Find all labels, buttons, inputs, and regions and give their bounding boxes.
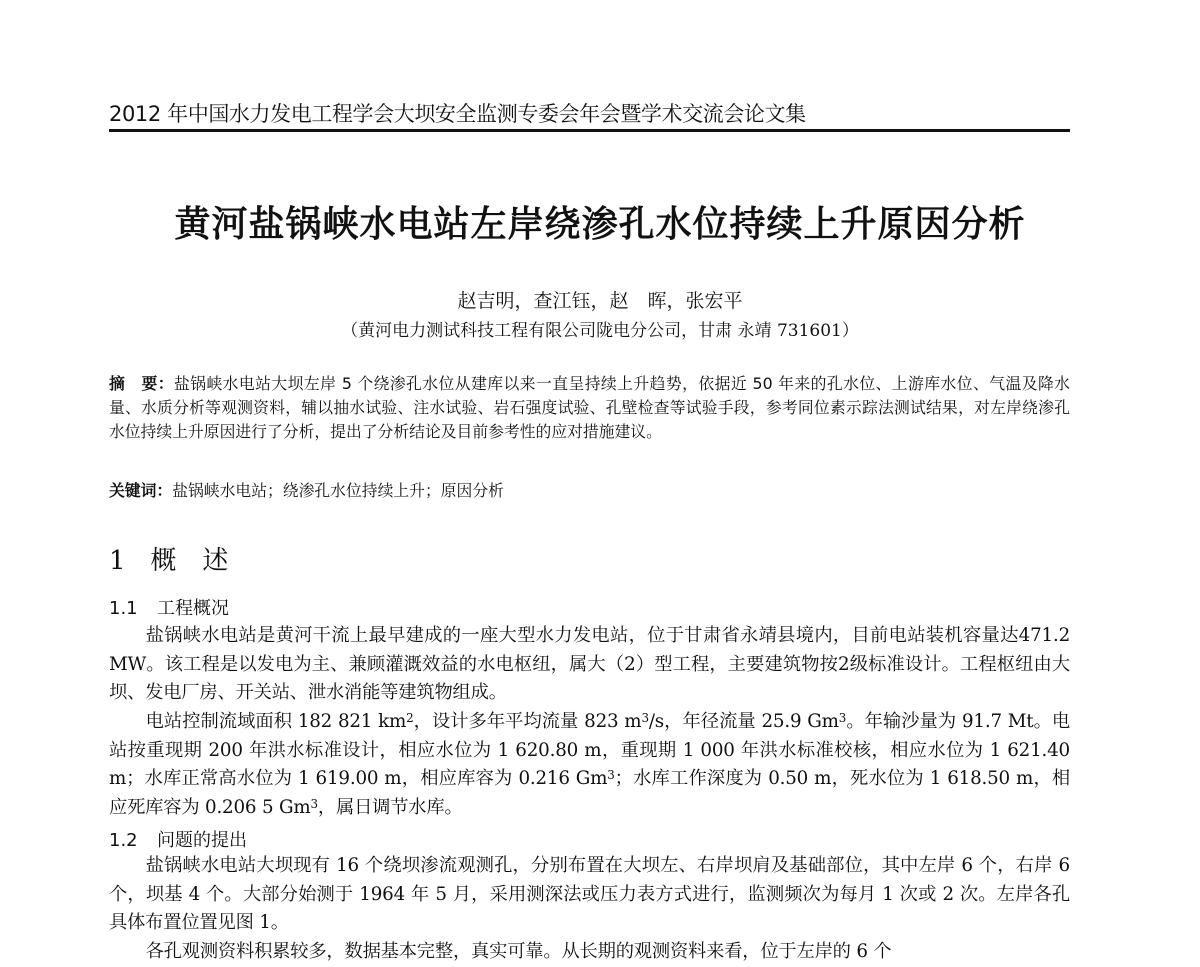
- subsection-heading-1-1: [109, 594, 229, 620]
- subsection-title: 工程概况: [157, 598, 229, 619]
- paragraph-hydrology: 电站控制流域面积 182 821 $km^2$，设计多年平均流量 823 $m^3/s$，年径流量 25.9 Gm$^3$。年输沙量为 91.7 Mt。电站按重现期 200 年洪水标准设计，相应水位为 1 620.80 m，重现期 1 000 年洪水标准校核，相应水位为 1 621.40 m；水库正常高水位为 1 619.00 m，相应库容为 0.216 Gm$^3$；水库工作深度为 0.50 m，死水位为 1 618.50 m，相应死库容为 0.206 5 Gm$^3$，属日调节水库。: [109, 711, 1070, 818]
- abstract: [109, 372, 1070, 444]
- abstract-text: 盐锅峡水电站大坝左岸 5 个绕渗孔水位从建库以来一直呈持续上升趋势，依据近 50 年来的孔水位、上游库水位、气温及降水量、水质分析等观测资料，辅以抽水试验、注水试验、岩石强度试验、孔壁检查等试验手段，参考同位素示踪法测试结果，对左岸绕渗孔水位持续上升原因进行了分析，提出了分析结论及目前参考性的应对措施建议。: [109, 374, 1070, 441]
- subsection-number: 1.1: [109, 598, 138, 619]
- subsection-number: 1.2: [109, 830, 138, 851]
- authors: 赵吉明，查江钰，赵 晖，张宏平: [457, 290, 743, 312]
- keywords-text: 盐锅峡水电站；绕渗孔水位持续上升；原因分析: [172, 481, 504, 500]
- section-title: 概 述: [150, 546, 229, 576]
- paragraph-problem-cont: 各孔观测资料积累较多，数据基本完整，真实可靠。从长期的观测资料来看，位于左岸的 6 个: [145, 941, 892, 962]
- running-header: 2012 年中国水力发电工程学会大坝安全监测专委会年会暨学术交流会论文集: [109, 102, 806, 126]
- subsection-heading-1-2: [109, 826, 247, 852]
- paper-title: 黄河盐锅峡水电站左岸绕渗孔水位持续上升原因分析: [174, 203, 1026, 245]
- subsection-title: 问题的提出: [157, 830, 247, 851]
- section-heading: [109, 540, 228, 577]
- abstract-label: 摘 要：: [109, 374, 174, 393]
- keywords: [109, 478, 1070, 501]
- header-rule: [109, 129, 1070, 132]
- paragraph-problem: 盐锅峡水电站大坝现有 16 个绕坝渗流观测孔，分别布置在大坝左、右岸坝肩及基础部位，其中左岸 6 个，右岸 6 个，坝基 4 个。大部分始测于 1964 年 5 月，采用测深法或压力表方式进行，监测频次为每月 1 次或 2 次。左岸各孔具体布置位置见图 1。: [109, 855, 1070, 933]
- affiliation: （黄河电力测试科技工程有限公司陇电分公司，甘肃 永靖 731601）: [341, 321, 859, 341]
- paragraph-overview: 盐锅峡水电站是黄河干流上最早建成的一座大型水力发电站，位于甘肃省永靖县境内，目前电站装机容量达471.2 MW。该工程是以发电为主、兼顾灌溉效益的水电枢纽，属大（2）型工程，主要建筑物按2级标准设计。工程枢纽由大坝、发电厂房、开关站、泄水消能等建筑物组成。: [109, 625, 1070, 703]
- keywords-label: 关键词：: [109, 481, 173, 500]
- section-number: 1: [109, 546, 126, 576]
